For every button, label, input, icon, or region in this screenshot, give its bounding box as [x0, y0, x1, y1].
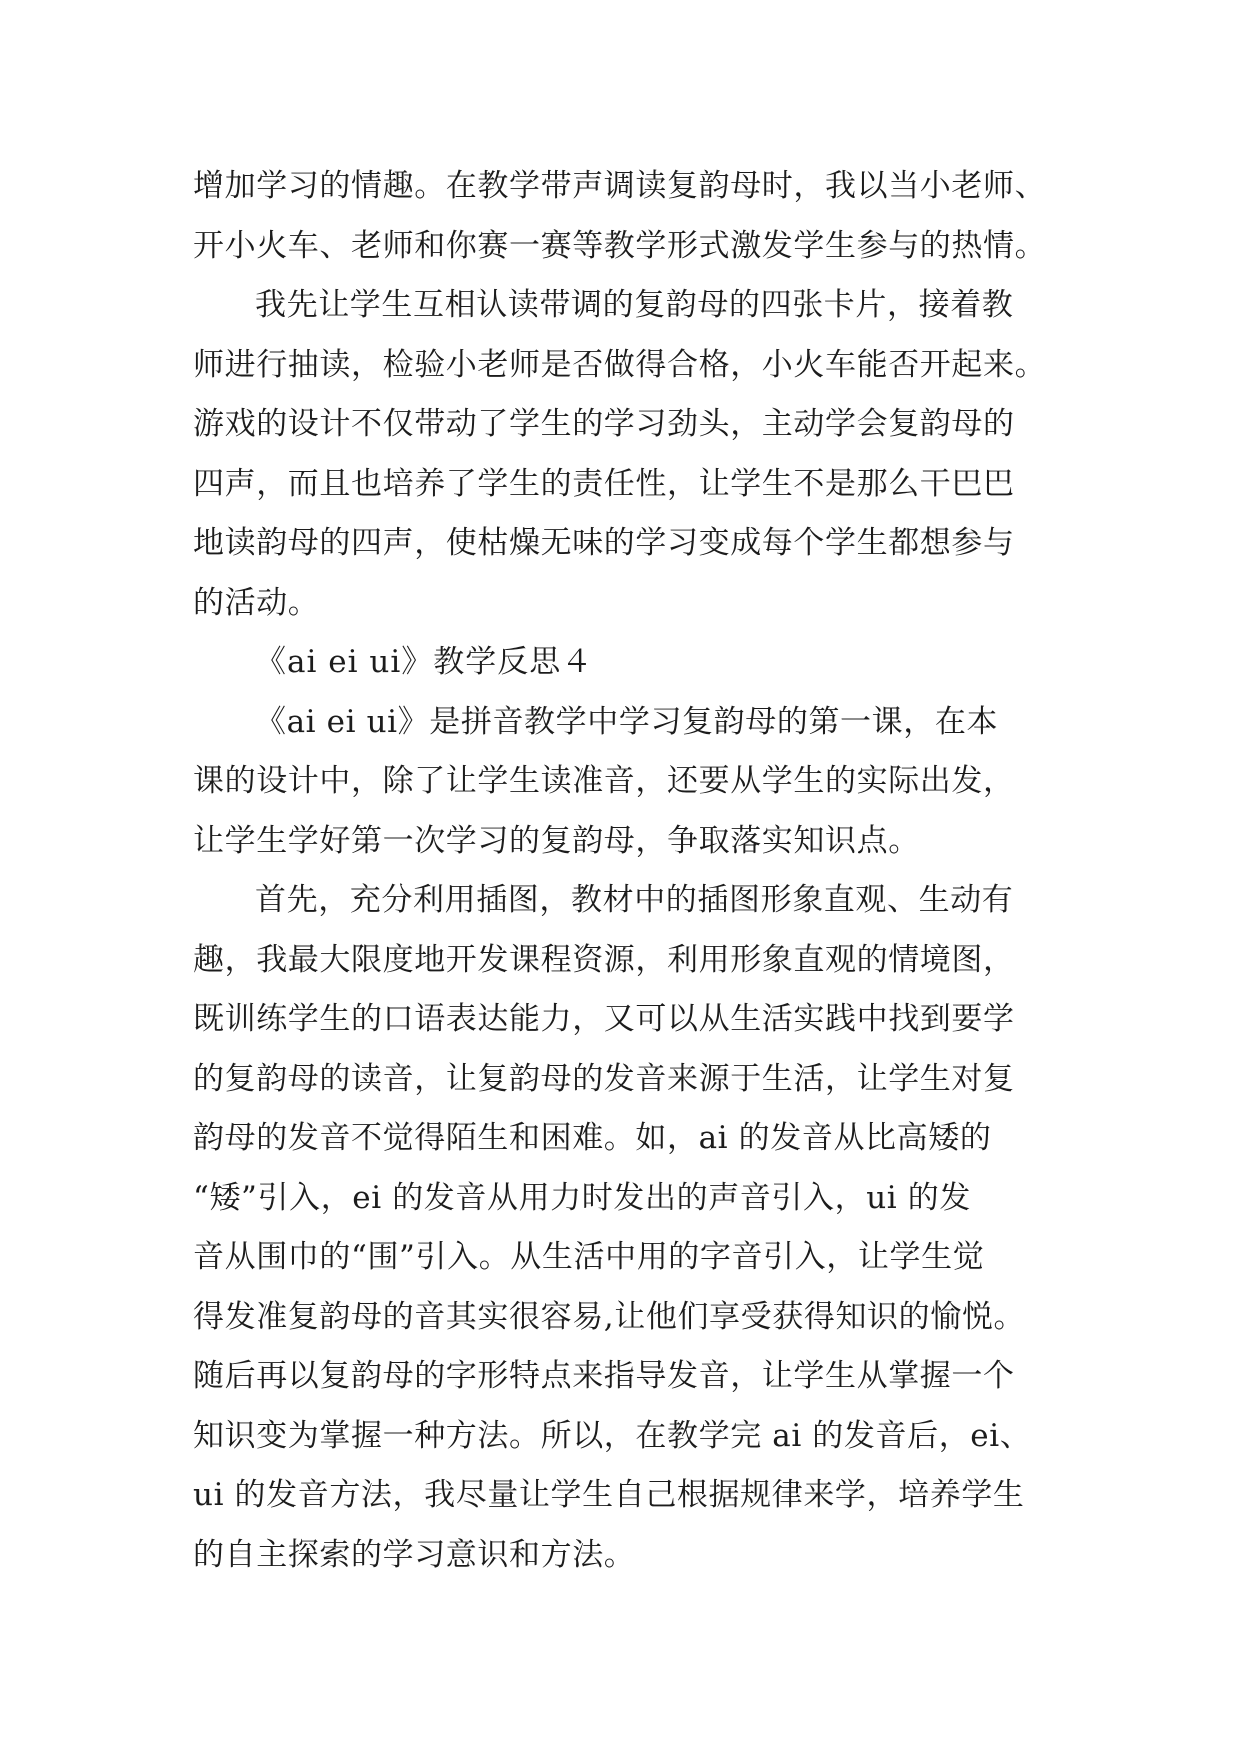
text-line: ui 的发音方法，我尽量让学生自己根据规律来学，培养学生	[193, 1477, 1025, 1513]
text-line: 课的设计中，除了让学生读准音，还要从学生的实际出发，	[193, 763, 1015, 799]
text-line: 趣，我最大限度地开发课程资源，利用形象直观的情境图，	[193, 941, 1015, 978]
text-line: 的自主探索的学习意识和方法。	[193, 1536, 636, 1573]
text-line: 我先让学生互相认读带调的复韵母的四张卡片，接着教	[255, 287, 1014, 323]
text-line: 游戏的设计不仅带动了学生的学习劲头，主动学会复韵母的	[193, 406, 1015, 442]
text-line: 的活动。	[193, 584, 320, 621]
text-line: 知识变为掌握一种方法。所以，在教学完 ai 的发音后，ei、	[193, 1417, 1032, 1454]
text-line: 增加学习的情趣。在教学带声调读复韵母时，我以当小老师、	[193, 168, 1047, 204]
text-line: 让学生学好第一次学习的复韵母，争取落实知识点。	[193, 822, 920, 859]
text-line: 韵母的发音不觉得陌生和困难。如，ai 的发音从比高矮的	[193, 1120, 992, 1156]
text-line: 《ai ei ui》是拼音教学中学习复韵母的第一课，在本	[255, 703, 999, 740]
text-line: 师进行抽读，检验小老师是否做得合格，小火车能否开起来。	[193, 346, 1047, 383]
text-line: 得发准复韵母的音其实很容易,让他们享受获得知识的愉悦。	[193, 1298, 1026, 1335]
document-body	[193, 157, 1093, 1585]
text-line: 随后再以复韵母的字形特点来指导发音，让学生从掌握一个	[193, 1358, 1015, 1394]
text-line: 四声，而且也培养了学生的责任性，让学生不是那么干巴巴	[193, 465, 1015, 502]
text-line: 首先，充分利用插图，教材中的插图形象直观、生动有	[255, 882, 1014, 918]
text-line: “矮”引入，ei 的发音从用力时发出的声音引入，ui 的发	[193, 1179, 971, 1216]
text-line: 地读韵母的四声，使枯燥无味的学习变成每个学生都想参与	[193, 525, 1015, 561]
text-line: 的复韵母的读音，让复韵母的发音来源于生活，让学生对复	[193, 1060, 1015, 1097]
text-line: 既训练学生的口语表达能力，又可以从生活实践中找到要学	[193, 1001, 1015, 1037]
text-line: 音从围巾的“围”引入。从生活中用的字音引入，让学生觉	[193, 1239, 985, 1275]
section-heading: 《ai ei ui》教学反思４	[255, 644, 594, 680]
text-line: 开小火车、老师和你赛一赛等教学形式激发学生参与的热情。	[193, 227, 1047, 264]
